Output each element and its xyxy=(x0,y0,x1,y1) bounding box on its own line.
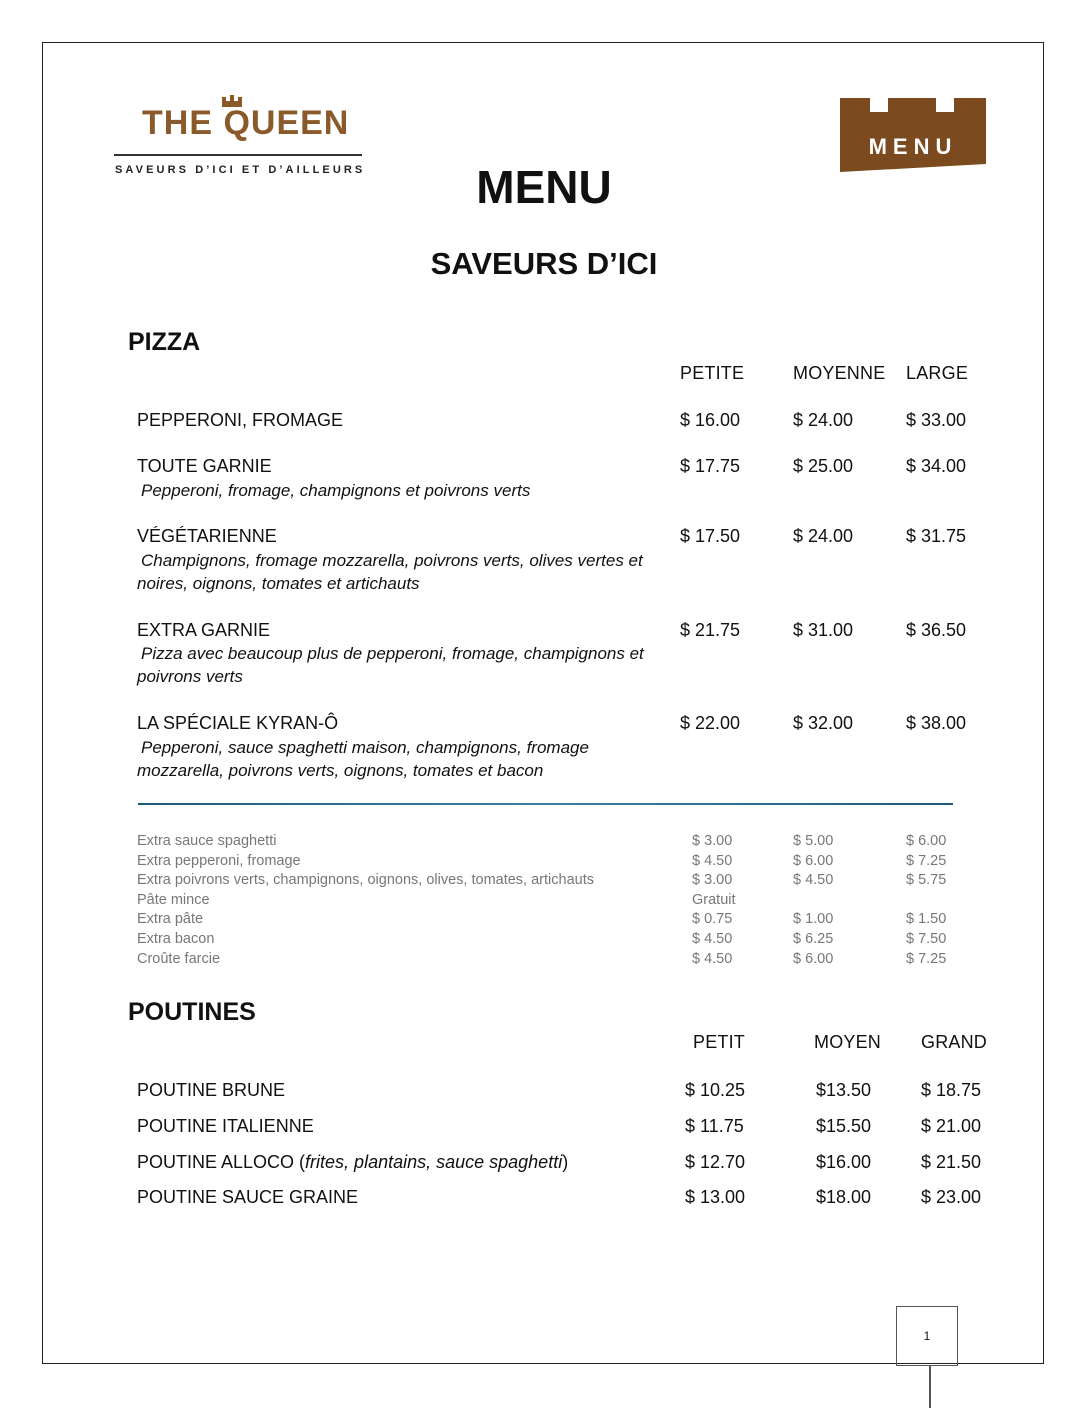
price-petite: $ 16.00 xyxy=(680,410,741,430)
extra-price-petite: $ 0.75 xyxy=(692,911,733,927)
price-large: $ 33.00 xyxy=(906,410,967,430)
section-divider xyxy=(138,803,953,805)
price-large: $ 34.00 xyxy=(906,456,967,476)
extra-price-petite: $ 4.50 xyxy=(692,853,733,869)
page-number: 1 xyxy=(896,1306,958,1366)
pizza-item-description: Champignons, fromage mozzarella, poivrons verts, olives vertes et noires, oignons, tomates et artichauts xyxy=(137,551,643,593)
price-moyen: $18.00 xyxy=(816,1187,872,1207)
price-petite: $ 21.75 xyxy=(680,620,741,640)
extra-price-petite: Gratuit xyxy=(692,892,736,908)
extra-price-petite: $ 3.00 xyxy=(692,872,733,888)
column-header-grand: GRAND xyxy=(921,1032,988,1052)
extra-price-large: $ 1.50 xyxy=(906,911,947,927)
price-petit: $ 13.00 xyxy=(685,1187,746,1207)
price-large: $ 38.00 xyxy=(906,713,967,733)
extra-price-moyenne: $ 4.50 xyxy=(793,872,834,888)
poutine-item-name-main: POUTINE ALLOCO ( xyxy=(137,1152,306,1172)
pizza-item-name: VÉGÉTARIENNE xyxy=(137,526,277,546)
price-moyen: $13.50 xyxy=(816,1080,872,1100)
extra-name: Pâte mince xyxy=(137,892,210,908)
price-moyenne: $ 32.00 xyxy=(793,713,854,733)
poutine-item-name xyxy=(137,1152,568,1173)
price-petite: $ 17.75 xyxy=(680,456,741,476)
badge-label: MENU xyxy=(868,134,958,159)
price-large: $ 31.75 xyxy=(906,526,967,546)
extra-name: Extra pepperoni, fromage xyxy=(137,853,301,869)
column-header-petite: PETITE xyxy=(680,363,745,383)
logo-wordmark: THE QUEEN xyxy=(142,104,350,142)
price-moyenne: $ 25.00 xyxy=(793,456,854,476)
price-moyenne: $ 24.00 xyxy=(793,410,854,430)
logo-rule xyxy=(114,154,362,156)
extra-price-large: $ 6.00 xyxy=(906,833,947,849)
extra-price-large: $ 5.75 xyxy=(906,872,947,888)
poutine-item-name-end: ) xyxy=(562,1152,569,1172)
extra-price-large: $ 7.50 xyxy=(906,931,947,947)
section-heading-pizza: PIZZA xyxy=(128,328,201,356)
extra-name: Extra poivrons verts, champignons, oignons, olives, tomates, artichauts xyxy=(137,872,594,888)
extra-name: Extra sauce spaghetti xyxy=(137,833,277,849)
column-header-large: LARGE xyxy=(906,363,969,383)
extra-name: Croûte farcie xyxy=(137,951,221,967)
extra-price-petite: $ 3.00 xyxy=(692,833,733,849)
pizza-item-name: LA SPÉCIALE KYRAN-Ô xyxy=(137,713,339,733)
extra-name: Extra pâte xyxy=(137,911,204,927)
price-moyen: $16.00 xyxy=(816,1152,872,1172)
price-grand: $ 18.75 xyxy=(921,1080,982,1100)
price-petit: $ 11.75 xyxy=(685,1116,744,1136)
price-petit: $ 10.25 xyxy=(685,1080,746,1100)
price-grand: $ 21.50 xyxy=(921,1152,982,1172)
section-heading-poutines: POUTINES xyxy=(128,998,256,1026)
price-moyenne: $ 31.00 xyxy=(793,620,854,640)
price-grand: $ 23.00 xyxy=(921,1187,982,1207)
extra-price-moyenne: $ 5.00 xyxy=(793,833,834,849)
page-number-stem xyxy=(929,1366,931,1408)
logo-tagline: SAVEURS D’ICI ET D’AILLEURS xyxy=(115,164,366,176)
extra-price-moyenne: $ 6.25 xyxy=(793,931,834,947)
extra-price-moyenne: $ 6.00 xyxy=(793,951,834,967)
price-moyen: $15.50 xyxy=(816,1116,872,1136)
price-large: $ 36.50 xyxy=(906,620,967,640)
page-title: MENU xyxy=(476,161,612,213)
price-grand: $ 21.00 xyxy=(921,1116,982,1136)
pizza-item-name: TOUTE GARNIE xyxy=(137,456,272,476)
extra-price-petite: $ 4.50 xyxy=(692,951,733,967)
pizza-item-name: PEPPERONI, FROMAGE xyxy=(137,410,344,430)
extra-price-petite: $ 4.50 xyxy=(692,931,733,947)
extra-price-moyenne: $ 6.00 xyxy=(793,853,834,869)
poutine-item-name: POUTINE SAUCE GRAINE xyxy=(137,1187,359,1207)
pizza-item-name: EXTRA GARNIE xyxy=(137,620,271,640)
pizza-item-description: Pepperoni, sauce spaghetti maison, champignons, fromage mozzarella, poivrons verts, oignons, tomates et bacon xyxy=(137,738,589,780)
price-moyenne: $ 24.00 xyxy=(793,526,854,546)
pizza-item-description: Pizza avec beaucoup plus de pepperoni, fromage, champignons et poivrons verts xyxy=(137,644,644,686)
poutine-item-name: POUTINE ITALIENNE xyxy=(137,1116,314,1136)
column-header-moyenne: MOYENNE xyxy=(793,363,886,383)
extra-price-large: $ 7.25 xyxy=(906,951,947,967)
extra-price-large: $ 7.25 xyxy=(906,853,947,869)
price-petite: $ 17.50 xyxy=(680,526,741,546)
page-subtitle: SAVEURS D’ICI xyxy=(430,246,658,281)
column-header-moyen: MOYEN xyxy=(814,1032,882,1052)
poutine-item-name: POUTINE BRUNE xyxy=(137,1080,286,1100)
price-petit: $ 12.70 xyxy=(685,1152,746,1172)
pizza-item-description: Pepperoni, fromage, champignons et poivrons verts xyxy=(141,481,531,500)
price-petite: $ 22.00 xyxy=(680,713,741,733)
extra-price-moyenne: $ 1.00 xyxy=(793,911,834,927)
poutine-item-name-detail: frites, plantains, sauce spaghetti xyxy=(305,1152,563,1172)
extra-name: Extra bacon xyxy=(137,931,215,947)
column-header-petit: PETIT xyxy=(693,1032,746,1052)
